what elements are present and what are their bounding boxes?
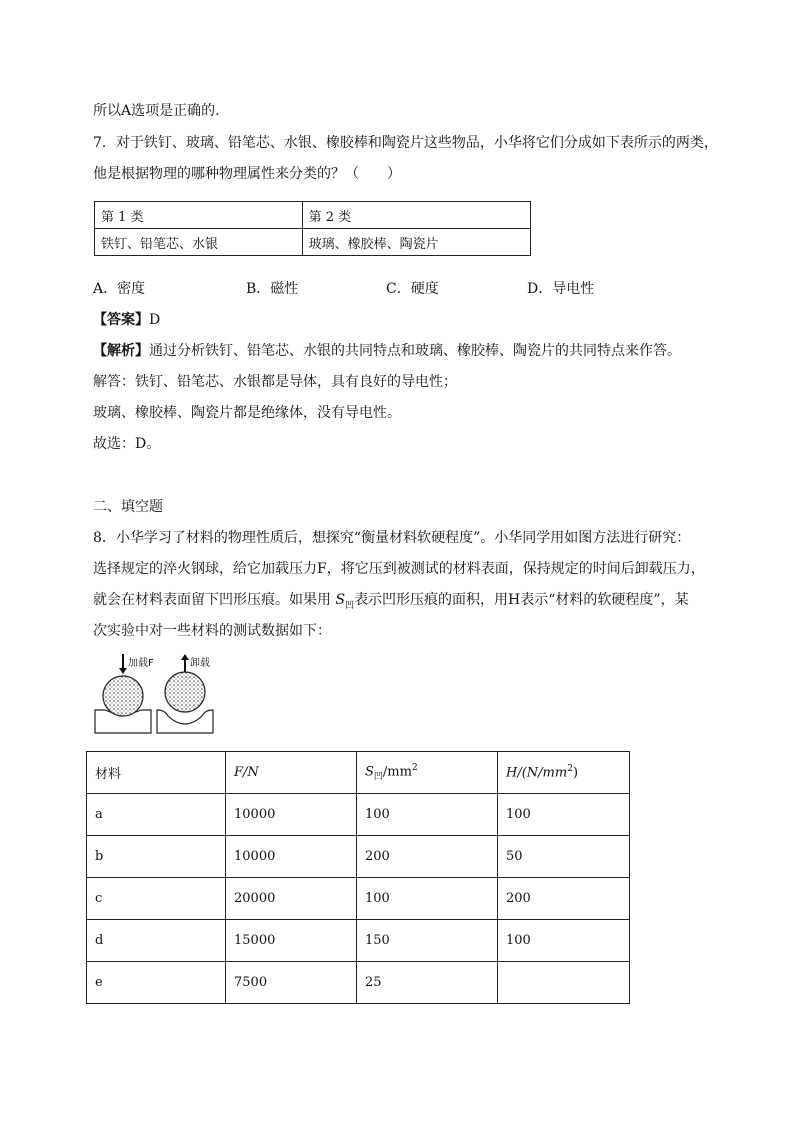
symbol-S-subscript: 凹: [345, 600, 355, 611]
header-hardness-sup: 2: [567, 764, 573, 775]
table-row: [87, 836, 630, 878]
material-block-right: [157, 710, 213, 733]
analysis-text: 通过分析铁钉、铅笔芯、水银的共同特点和玻璃、橡胶棒、陶瓷片的共同特点来作答。: [149, 343, 681, 359]
cell-hardness: [498, 962, 630, 1004]
header-hardness-close: ): [572, 765, 579, 781]
header-hardness: [498, 752, 630, 794]
cell-area: 100: [357, 878, 498, 920]
table-row: [87, 962, 630, 1004]
cell-material: a: [87, 794, 226, 836]
q7-option-a: A．密度: [93, 281, 146, 297]
q8-stem-line1: 8．小华学习了材料的物理性质后，想探究“衡量材料软硬程度”。小华同学用如图方法进行研究：: [93, 530, 691, 546]
load-arrow-head: [119, 668, 127, 674]
q8-stem-line4: 次实验中对一些材料的测试数据如下：: [93, 623, 331, 639]
cell-hardness: 100: [498, 920, 630, 962]
header-area: [357, 752, 498, 794]
q7-stem-line1: 7．对于铁钉、玻璃、铅笔芯、水银、橡胶棒和陶瓷片这些物品，小华将它们分成如下表所示的两类，: [93, 135, 718, 151]
cell-hardness: 50: [498, 836, 630, 878]
q7-table-header-class1: 第 1 类: [95, 202, 303, 229]
q7-solution-line2: 玻璃、橡胶棒、陶瓷片都是绝缘体，没有导电性。: [93, 405, 401, 421]
header-area-unit: /mm: [382, 764, 412, 780]
header-force-text: F/N: [234, 765, 259, 780]
header-area-subscript: 凹: [373, 771, 383, 782]
cell-area: 100: [357, 794, 498, 836]
q8-data-table: [86, 751, 630, 1004]
steel-ball-left: [103, 676, 143, 716]
q7-table-header-class2: 第 2 类: [302, 202, 530, 229]
unload-arrow-head: [181, 654, 189, 660]
q7-analysis-line: [93, 341, 681, 361]
q7-table-cell-class1: 铁钉、铅笔芯、水银: [95, 229, 303, 256]
cell-hardness: 200: [498, 878, 630, 920]
section-title: 二、填空题: [93, 499, 163, 515]
q7-option-d: D．导电性: [527, 281, 595, 297]
table-header-row: [87, 752, 630, 794]
load-label: 加载F: [128, 658, 154, 669]
header-force: [226, 752, 357, 794]
q7-solution-line1: 解答：铁钉、铅笔芯、水银都是导体，具有良好的导电性；: [93, 374, 457, 390]
cell-area: 150: [357, 920, 498, 962]
header-area-sup: 2: [411, 763, 418, 774]
unload-diagram: [157, 654, 213, 733]
analysis-tag: 【解析】: [93, 343, 149, 359]
hardness-test-figure: [93, 652, 223, 737]
table-row: [87, 794, 630, 836]
q8-stem-line3-part2: 表示凹形压痕的面积，用H表示“材料的软硬程度”，某: [354, 592, 689, 608]
q8-stem-line3: [93, 590, 689, 616]
q7-option-c: C．硬度: [386, 281, 439, 297]
header-hardness-text: H/(N/mm: [506, 765, 568, 781]
cell-force: 10000: [226, 794, 357, 836]
table-row: [87, 878, 630, 920]
cell-force: 15000: [226, 920, 357, 962]
header-material: 材料: [87, 752, 226, 794]
cell-force: 20000: [226, 878, 357, 920]
previous-answer-line: 所以A选项是正确的.: [93, 103, 220, 119]
cell-area: 25: [357, 962, 498, 1004]
header-area-symbol: S: [365, 764, 374, 780]
cell-material: d: [87, 920, 226, 962]
table-row: [87, 920, 630, 962]
load-diagram: [95, 654, 154, 733]
q7-answer-line: [93, 310, 160, 330]
unload-label: 卸载: [190, 658, 210, 669]
q8-stem-line2: 选择规定的淬火钢球，给它加载压力F，将它压到被测试的材料表面，保持规定的时间后卸载压力，: [93, 561, 705, 577]
symbol-S: S: [335, 592, 346, 608]
cell-material: e: [87, 962, 226, 1004]
answer-tag: 【答案】: [93, 312, 149, 328]
cell-force: 7500: [226, 962, 357, 1004]
cell-hardness: 100: [498, 794, 630, 836]
q7-option-b: B．磁性: [246, 281, 299, 297]
q8-stem-line3-part1: 就会在材料表面留下凹形压痕。如果用: [93, 592, 336, 608]
steel-ball-right: [165, 672, 205, 712]
answer-value: D: [149, 312, 161, 328]
q7-stem-line2: 他是根据物理的哪种物理属性来分类的？（ ）: [93, 166, 401, 182]
cell-material: c: [87, 878, 226, 920]
q7-classification-table: [94, 201, 531, 256]
cell-area: 200: [357, 836, 498, 878]
cell-force: 10000: [226, 836, 357, 878]
q7-conclusion: 故选：D。: [93, 436, 161, 452]
q7-table-cell-class2: 玻璃、橡胶棒、陶瓷片: [302, 229, 530, 256]
cell-material: b: [87, 836, 226, 878]
